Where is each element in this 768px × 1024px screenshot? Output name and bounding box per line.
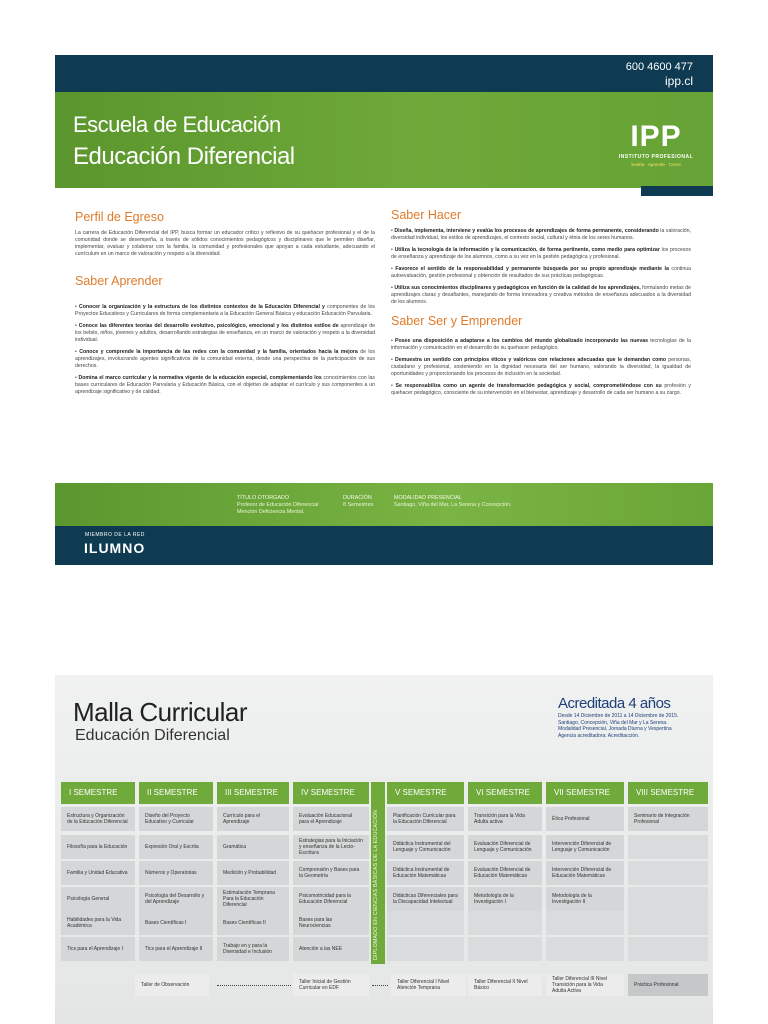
- course-cell: Evaluación Diferencial de Lenguaje y Comunicación: [468, 835, 542, 859]
- accreditation-block: [558, 695, 708, 739]
- course-cell: Atención a las NEE: [293, 937, 369, 961]
- accreditation-line: Desde 14 Diciembre de 2011 a 14 Diciembre de 2015.: [558, 713, 679, 719]
- course-cell: [468, 937, 542, 961]
- diplomado-label: DIPLOMADO EN CIENCIAS BÁSICAS DE LA EDUCACIÓN: [373, 809, 379, 960]
- bullet-lead: Diseña, implementa, interviene y evalúa los procesos de aprendizajes de forma permanente, considerando: [394, 228, 659, 234]
- bullet-item: • Diseña, implementa, interviene y evalúa los procesos de aprendizajes de forma permanente, considerando la valoración, diversidad individual, los estilos de aprendizajes, el contexto social, cultural y étnia de los seres humanos.: [391, 228, 691, 241]
- hacer-title: Saber Hacer: [391, 208, 462, 222]
- program-info-bar: [55, 483, 713, 526]
- course-cell: Medición y Probabilidad: [217, 861, 289, 885]
- hacer-list: [391, 228, 691, 306]
- course-cell: Tics para el Aprendizaje I: [61, 937, 135, 961]
- course-cell: [628, 937, 708, 961]
- course-cell: Bases Científicas I: [139, 911, 213, 935]
- bullet-item: • Utiliza sus conocimientos disciplinares y pedagógicos en función de la calidad de los aprendizajes, formulando metas de aprendizajes claras y desafiantes, manejando de forma innovadora y creativa métodos de enseñanza adecuados a la diversidad de los alumnos.: [391, 285, 691, 305]
- bullet-text: conocimientos con las bases curriculares de Educación Parvularia y Educación Básica, con el objetivo de adaptar el currículo y sus componentes a un aprendizaje significativo y de calidad.: [75, 375, 375, 395]
- workshop-cell: Taller de Observación: [135, 974, 209, 996]
- course-cell: Intervención Diferencial de Educación Matemáticas: [546, 861, 624, 885]
- course-cell: [628, 835, 708, 859]
- course-cell: Psicología del Desarrollo y del Aprendizaje: [139, 887, 213, 911]
- brochure-header: [55, 92, 713, 188]
- workshop-cell: Taller Diferencial III Nivel Transición para la Vida Adulta Activa: [546, 974, 624, 996]
- bullet-lead: Utiliza la tecnología de la información y la comunicación, de forma pertinente, como medio para optimizar: [394, 247, 660, 253]
- course-cell: [628, 861, 708, 885]
- malla-title: Malla Curricular: [73, 697, 248, 727]
- bullet-lead: Conoce y comprende la importancia de las redes con la comunidad y la familia, orientados hacia la mejora: [79, 349, 358, 355]
- bullet-lead: Utiliza sus conocimientos disciplinares y pedagógicos en función de la calidad de los aprendizajes,: [394, 285, 641, 291]
- semester-header: II SEMESTRE: [139, 782, 213, 804]
- accreditation-line: Modalidad Presencial, Jornada Diurna y Vespertina: [558, 726, 672, 732]
- ilumno-logo: ILUMNO: [84, 540, 146, 556]
- semester-header: VII SEMESTRE: [546, 782, 624, 804]
- bullet-item: • Conoce y comprende la importancia de las redes con la comunidad y la familia, orientados hacia la mejora de los aprendizajes, involucrando agentes significativos de la comunidad externa, desde una perspectiva de la participación de sus derechos.: [75, 349, 375, 369]
- course-cell: Bases para las Neurociencias: [293, 911, 369, 935]
- malla-page: [55, 675, 713, 1024]
- right-column: [391, 188, 691, 402]
- titulo-info: [237, 495, 319, 516]
- course-cell: Trabajo en y para la Diversidad e Inclusión: [217, 937, 289, 961]
- bullet-item: • Conocer la organización y la estructura de los distintos contextos de la Educación Diferencial y componentes de los Proyectos Educativos y Curriculares de forma complementaria a la Educación General Básica y educación Educación Parvularia.: [75, 304, 375, 317]
- malla-subtitle: Educación Diferencial: [75, 727, 230, 744]
- dotted-connector: [217, 985, 291, 986]
- course-cell: Evaluación Diferencial de Educación Matemáticas: [468, 861, 542, 885]
- course-cell: Ética Profesional: [546, 807, 624, 831]
- bullet-item: • Conoce las diferentes teorías del desarrollo evolutivo, psicológico, emocional y los distintos estilos de aprendizaje de los bebés, niños, jóvenes y adultos, desarrollando estrategias de enseñanza, en un marco de valoración y respeto a la diversidad individual.: [75, 323, 375, 343]
- course-cell: Tics para el Aprendizaje II: [139, 937, 213, 961]
- bullet-text: personas, ciudadano y profesional, sosteniendo en la dignidad necesaria del ser humano, valorando la diversidad, la igualdad de oportunidades y proporcionando los procesos de inclusión en la sociedad.: [391, 357, 691, 377]
- duracion-label: DURACIÓN: [343, 495, 372, 501]
- bullet-text: tecnologías de la información y comunicación en el desarrollo de su quehacer pedagógico.: [391, 338, 692, 351]
- ipp-logo: [615, 122, 697, 167]
- bullet-text: los procesos de enseñanza y aprendizaje de los alumnos, como a su vez en la gestión pedagógica y profesional.: [391, 247, 691, 260]
- bullet-text: formulando metas de aprendizajes claras y desafiantes, manejando de forma innovadora y creativa métodos de enseñanza adecuados a la diversidad de los alumnos.: [391, 285, 691, 305]
- semester-header: V SEMESTRE: [387, 782, 464, 804]
- course-cell: Expresión Oral y Escrita: [139, 835, 213, 859]
- brochure-content: [55, 188, 713, 482]
- bullet-item: • Utiliza la tecnología de la información y la comunicación, de forma pertinente, como medio para optimizar los procesos de enseñanza y aprendizaje de los alumnos, como a su vez en la gestión pedagógica y profesional.: [391, 247, 691, 260]
- course-cell: [468, 911, 542, 935]
- accreditation-line: Agencia acreditadora: Acreditacción.: [558, 732, 640, 739]
- course-cell: [387, 911, 464, 935]
- bullet-text: aprendizaje de los bebés, niños, jóvenes y adultos, desarrollando estrategias de enseñanza, en un marco de valoración y respeto a la diversidad individual.: [75, 323, 375, 343]
- bullet-text: de los aprendizajes, involucrando agentes significativos de la comunidad externa, desde una perspectiva de la participación de sus derechos.: [75, 349, 375, 369]
- brochure-page: [55, 55, 713, 565]
- workshop-cell: Taller Diferencial I Nivel Atención Temprana: [391, 974, 466, 996]
- course-cell: Estructura y Organización de la Educación Diferencial: [61, 807, 135, 831]
- bullet-item: • Domina el marco curricular y la normativa vigente de la educación especial, complementando los conocimientos con las bases curriculares de Educación Parvularia y Educación Básica, con el objetivo de adaptar el currículo y sus componentes a un aprendizaje significativo y de calidad.: [75, 375, 375, 395]
- ser-title: Saber Ser y Emprender: [391, 314, 523, 328]
- duracion-info: [343, 495, 373, 509]
- semester-header: VIII SEMESTRE: [628, 782, 708, 804]
- ipp-logo-mark: IPP: [630, 120, 682, 153]
- accreditation-title: Acreditada 4 años: [558, 695, 671, 712]
- aprender-list: [75, 304, 375, 396]
- school-name: Escuela de Educación: [73, 112, 281, 137]
- course-cell: Metodología de la Investigación II: [546, 887, 624, 911]
- titulo-label: TÍTULO OTORGADO: [237, 495, 290, 501]
- accreditation-line: Santiago, Concepción, Viña del Mar y La Serena.: [558, 719, 668, 726]
- perfil-title: Perfil de Egreso: [75, 210, 164, 224]
- bullet-lead: Posee una disposición a adaptarse a los cambios del mundo globalizado incorporando las nuevas: [395, 338, 648, 344]
- red-label: MIEMBRO DE LA RED: [85, 532, 145, 538]
- course-cell: Intervención Diferencial de Lenguaje y Comunicación: [546, 835, 624, 859]
- course-cell: Currículo para el Aprendizaje: [217, 807, 289, 831]
- course-cell: [628, 911, 708, 935]
- bullet-lead: Favorece el sentido de la responsabilidad y permanente búsqueda por su propio aprendizaje mediante la: [395, 266, 669, 272]
- bullet-lead: Demuestra un sentido con principios éticos y valóricos con relaciones adecuadas que le demandan como: [394, 357, 667, 363]
- bullet-lead: Conocer la organización y la estructura de los distintos contextos de la Educación Diferencial y: [78, 304, 325, 310]
- course-cell: Evaluación Educacional para el Aprendizaje: [293, 807, 369, 831]
- ipp-logo-subtitle: INSTITUTO PROFESIONAL: [618, 154, 694, 160]
- duracion-value: 8 Semestres: [343, 502, 374, 508]
- course-cell: Gramática: [217, 835, 289, 859]
- modalidad-info: [394, 495, 512, 509]
- course-cell: [546, 911, 624, 935]
- course-cell: Didáctica Instrumental de Educación Matemáticas: [387, 861, 464, 885]
- course-cell: Psicomotricidad para la Educación Diferencial: [293, 887, 369, 911]
- contact-info: [626, 60, 693, 88]
- program-name: Educación Diferencial: [73, 143, 295, 170]
- course-cell: Didácticas Diferenciales para la Discapacidad Intelectual: [387, 887, 464, 911]
- titulo-value-2: Mención Deficiencia Mental.: [237, 509, 305, 515]
- ipp-logo-motto: Sueña · Aprende · Crece: [631, 162, 681, 167]
- ser-list: [391, 338, 691, 397]
- course-cell: Metodología de la Investigación I: [468, 887, 542, 911]
- perfil-text: La carrera de Educación Diferencial del IPP, busca formar un educador crítico y reflexivo de su quehacer profesional y el de la comunidad donde se desempeña, a través de sólidos conocimientos pedagógicos y disciplinares que le permiten diseñar, implementar, evaluar y colaborar con la familia, la comunidad y profesionales que apoyan a cada estudiante, adecuando el currículum en un marco de valoración y respeto a la diversidad.: [75, 230, 375, 257]
- course-cell: Familia y Unidad Educativa: [61, 861, 135, 885]
- bullet-item: • Se responsabiliza como un agente de transformación pedagógica y social, comprometiéndose con su profesión y quehacer pedagógico, consciente de su intervención en el bienestar, aprendizaje y desarrollo de cada ser humano a su cargo.: [391, 383, 691, 396]
- bullet-text: componentes de los Proyectos Educativos y Curriculares de forma complementaria a la Educación General Básica y educación Educación Parvularia.: [75, 304, 375, 317]
- course-cell: Transición para la Vida Adulta activa: [468, 807, 542, 831]
- bullet-item: • Favorece el sentido de la responsabilidad y permanente búsqueda por su propio aprendizaje mediante la continua autoevaluación, gestión profesional y obtención de resultados de sus prácticas pedagógicas.: [391, 266, 691, 279]
- bullet-text: continua autoevaluación, gestión profesional y obtención de resultados de sus prácticas pedagógicas.: [391, 266, 691, 279]
- semester-header: I SEMESTRE: [61, 782, 135, 804]
- course-cell: Estrategias para la Iniciación y enseñanza de la Lecto-Escritura: [293, 835, 369, 859]
- bullet-item: • Posee una disposición a adaptarse a los cambios del mundo globalizado incorporando las nuevas tecnologías de la información y comunicación en el desarrollo de su quehacer pedagógico.: [391, 338, 692, 351]
- course-cell: Seminario de Integración Profesional: [628, 807, 708, 831]
- course-cell: Estimulación Temprana Para la Educación Diferencial: [217, 887, 289, 911]
- course-cell: Planificación Curricular para la Educación Diferencial: [387, 807, 464, 831]
- workshop-cell: Taller Inicial de Gestión Curricular en EDF: [293, 974, 369, 996]
- dotted-connector: [372, 985, 388, 986]
- phone-number[interactable]: 600 4600 477: [625, 61, 693, 73]
- ilumno-footer: [55, 526, 713, 565]
- course-cell: [628, 887, 708, 911]
- course-cell: Psicología General: [61, 887, 135, 911]
- course-cell: Bases Científicas II: [217, 911, 289, 935]
- workshop-cell: Taller Diferencial II Nivel Básico: [468, 974, 542, 996]
- titulo-value-1: Profesor de Educación Diferencial: [237, 502, 319, 508]
- bullet-text: la valoración, diversidad individual, los estilos de aprendizajes, el contexto social, cultural y étnia de los seres humanos.: [391, 228, 691, 241]
- course-cell: Filosofía para la Educación: [61, 835, 135, 859]
- semester-header: VI SEMESTRE: [468, 782, 542, 804]
- course-cell: Habilidades para la Vida Académica: [61, 911, 135, 935]
- website-link[interactable]: ipp.cl: [664, 74, 693, 88]
- workshop-cell: Práctica Profesional: [628, 974, 708, 996]
- semester-header: III SEMESTRE: [217, 782, 289, 804]
- course-cell: Comprensión y Bases para la Geometría: [293, 861, 369, 885]
- modalidad-label: MODALIDAD PRESENCIAL: [394, 495, 462, 501]
- left-column: [75, 188, 375, 401]
- semester-header: IV SEMESTRE: [293, 782, 369, 804]
- course-cell: Didáctica Instrumental del Lenguaje y Comunicación: [387, 835, 464, 859]
- diplomado-band: [371, 782, 385, 964]
- bullet-item: • Demuestra un sentido con principios éticos y valóricos con relaciones adecuadas que le demandan como personas, ciudadano y profesional, sosteniendo en la dignidad necesaria del ser humano, valorando la diversidad, la igualdad de oportunidades y proporcionando los procesos de inclusión en la sociedad.: [391, 357, 691, 377]
- course-cell: [387, 937, 464, 961]
- bullet-lead: Domina el marco curricular y la normativa vigente de la educación especial, complementando los: [78, 375, 322, 381]
- bullet-lead: Conoce las diferentes teorías del desarrollo evolutivo, psicológico, emocional y los distintos estilos de: [78, 323, 339, 329]
- aprender-title: Saber Aprender: [75, 274, 163, 288]
- course-cell: [546, 937, 624, 961]
- course-cell: Números y Operatorias: [139, 861, 213, 885]
- bullet-lead: Se responsabiliza como un agente de transformación pedagógica y social, comprometiéndose con su: [395, 383, 662, 389]
- modalidad-value: Santiago, Viña del Mar, La Serena y Concepción.: [394, 502, 512, 508]
- brochure-top-bar: [55, 55, 713, 92]
- bullet-text: profesión y quehacer pedagógico, consciente de su intervención en el bienestar, aprendizaje y desarrollo de cada ser humano a su cargo.: [391, 383, 691, 396]
- course-cell: Diseño del Proyecto Educativo y Curricular: [139, 807, 213, 831]
